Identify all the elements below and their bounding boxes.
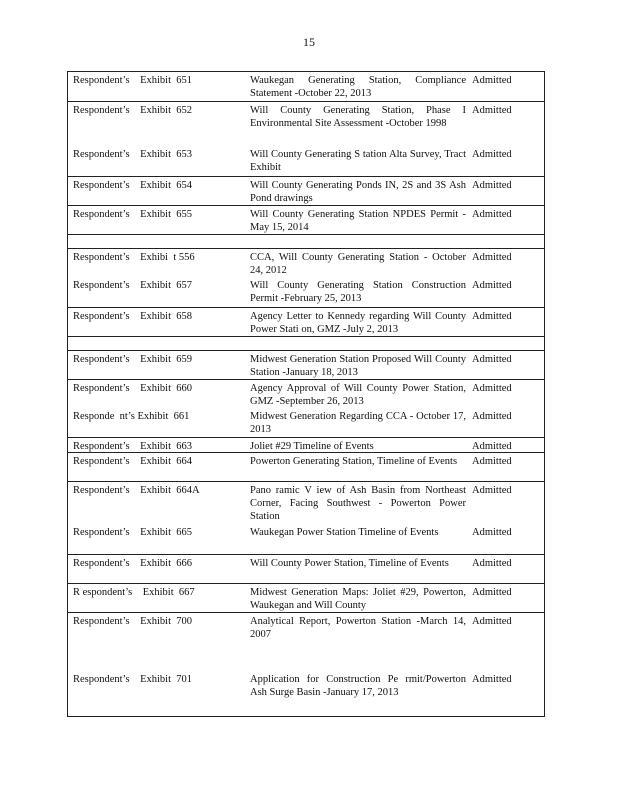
description-cell: Will County Generating Ponds IN, 2S and 3S Ash Pond drawings	[250, 180, 466, 204]
exhibit-cell	[68, 337, 246, 350]
description-cell: Will County Generating Station Construction Permit -February 25, 2013	[250, 280, 466, 304]
status-cell: Admitted	[472, 411, 512, 422]
description-cell: Analytical Report, Powerton Station -March 14, 2007	[250, 616, 466, 640]
status-cell: Admitted	[472, 616, 512, 627]
table-row	[68, 234, 544, 248]
exhibit-cell: Responde nt’s Exhibit 661	[73, 411, 190, 422]
description-cell: Midwest Generation Regarding CCA - October 17, 2013	[250, 411, 466, 435]
table-row	[68, 72, 544, 101]
status-cell: Admitted	[472, 587, 512, 598]
status-cell: Admitted	[472, 311, 512, 322]
status-cell	[470, 235, 544, 248]
description-cell: Midwest Generation Maps: Joliet #29, Powerton, Waukegan and Will County	[250, 587, 466, 611]
exhibit-cell: Respondent’s Exhibit 666	[73, 558, 192, 569]
status-cell: Admitted	[472, 209, 512, 220]
status-cell: Admitted	[472, 280, 512, 291]
description-cell	[246, 337, 470, 350]
page-number: 15	[303, 35, 315, 49]
status-cell: Admitted	[472, 105, 512, 116]
status-cell: Admitted	[472, 527, 512, 538]
table-row	[68, 101, 544, 146]
table-row	[68, 452, 544, 481]
exhibit-cell: Respondent’s Exhibit 659	[73, 354, 192, 365]
exhibit-cell: Respondent’s Exhibit 700	[73, 616, 192, 627]
description-cell: Midwest Generation Station Proposed Will County Station -January 18, 2013	[250, 354, 466, 378]
description-cell: Will County Generating S tation Alta Survey, Tract Exhibit	[250, 149, 466, 173]
exhibit-cell: Respondent’s Exhibit 653	[73, 149, 192, 160]
table-row	[68, 176, 544, 205]
description-cell: CCA, Will County Generating Station - October 24, 2012	[250, 252, 466, 276]
exhibit-cell: Respondent’s Exhibit 658	[73, 311, 192, 322]
table-row	[68, 277, 544, 307]
table-row	[68, 350, 544, 379]
description-cell: Will County Generating Station NPDES Permit -May 15, 2014	[250, 209, 466, 233]
exhibit-cell: Respondent’s Exhibit 664A	[73, 485, 200, 496]
exhibit-cell: Respondent’s Exhibit 652	[73, 105, 192, 116]
description-cell: Application for Construction Pe rmit/Powerton Ash Surge Basin -January 17, 2013	[250, 674, 466, 698]
status-cell: Admitted	[472, 75, 512, 86]
exhibit-cell: Respondent’s Exhibit 701	[73, 674, 192, 685]
description-cell: Waukegan Power Station Timeline of Events	[250, 527, 439, 538]
status-cell: Admitted	[472, 674, 512, 685]
description-cell: Agency Letter to Kennedy regarding Will County Power Stati on, GMZ -July 2, 2013	[250, 311, 466, 335]
exhibit-cell: Respondent’s Exhibit 655	[73, 209, 192, 220]
status-cell: Admitted	[472, 354, 512, 365]
exhibit-cell: Respondent’s Exhibit 663	[73, 441, 192, 452]
table-row	[68, 437, 544, 452]
status-cell: Admitted	[472, 456, 512, 467]
status-cell: Admitted	[472, 441, 512, 452]
table-row	[68, 671, 544, 716]
table-row	[68, 248, 544, 277]
status-cell	[470, 337, 544, 350]
description-cell	[246, 235, 470, 248]
description-cell: Will County Power Station, Timeline of Events	[250, 558, 449, 569]
description-cell: Agency Approval of Will County Power Station, GMZ -September 26, 2013	[250, 383, 466, 407]
table-row	[68, 481, 544, 524]
table-row	[68, 583, 544, 612]
description-cell: Pano ramic V iew of Ash Basin from Northeast Corner, Facing Southwest - Powerton Power Station	[250, 485, 466, 522]
status-cell: Admitted	[472, 252, 512, 263]
exhibit-cell: Respondent’s Exhibit 660	[73, 383, 192, 394]
table-row	[68, 146, 544, 176]
exhibit-cell	[68, 235, 246, 248]
status-cell: Admitted	[472, 485, 512, 496]
exhibit-table	[67, 71, 545, 717]
table-row	[68, 307, 544, 336]
status-cell: Admitted	[472, 149, 512, 160]
exhibit-cell: Respondent’s Exhibi t 556	[73, 252, 195, 263]
exhibit-cell: Respondent’s Exhibit 665	[73, 527, 192, 538]
exhibit-cell: Respondent’s Exhibit 657	[73, 280, 192, 291]
table-row	[68, 205, 544, 234]
exhibit-cell: Respondent’s Exhibit 654	[73, 180, 192, 191]
status-cell: Admitted	[472, 180, 512, 191]
status-cell: Admitted	[472, 558, 512, 569]
exhibit-cell: Respondent’s Exhibit 664	[73, 456, 192, 467]
table-row	[68, 408, 544, 437]
table-row	[68, 554, 544, 583]
description-cell: Waukegan Generating Station, Compliance Statement -October 22, 2013	[250, 75, 466, 99]
description-cell: Powerton Generating Station, Timeline of Events	[250, 456, 458, 467]
exhibit-cell: R espondent’s Exhibit 667	[73, 587, 195, 598]
description-cell: Joliet #29 Timeline of Events	[250, 441, 374, 452]
table-row	[68, 612, 544, 671]
table-row	[68, 524, 544, 554]
status-cell: Admitted	[472, 383, 512, 394]
table-row	[68, 336, 544, 350]
table-row	[68, 379, 544, 408]
exhibit-cell: Respondent’s Exhibit 651	[73, 75, 192, 86]
description-cell: Will County Generating Station, Phase I Environmental Site Assessment -October 1998	[250, 105, 466, 129]
